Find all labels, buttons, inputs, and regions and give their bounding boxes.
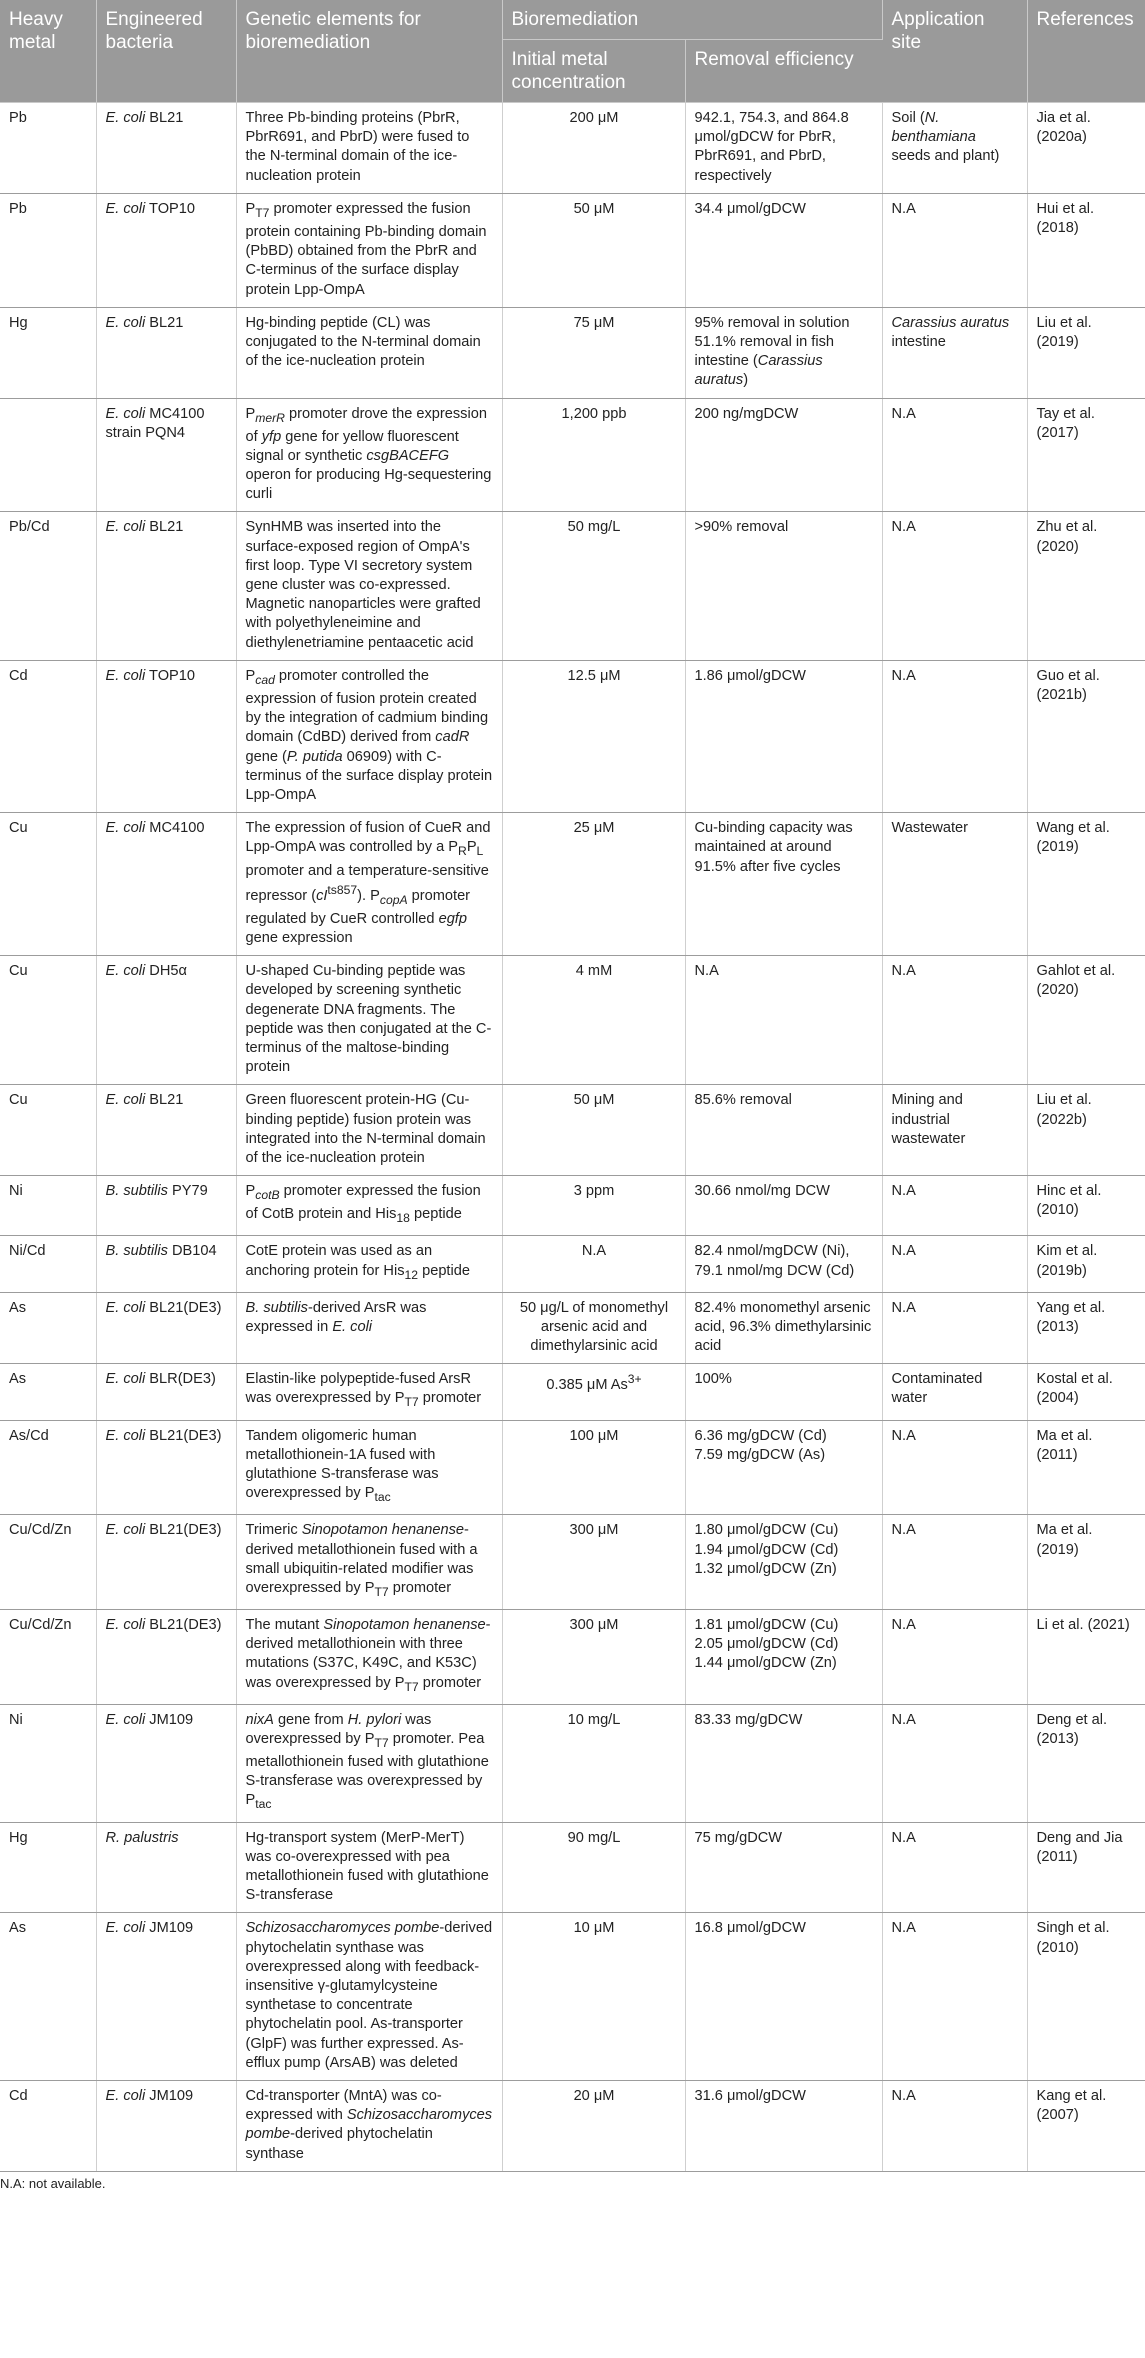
cell-initial-concentration: 3 ppm <box>502 1176 685 1236</box>
cell-removal-efficiency: 200 ng/mgDCW <box>685 398 882 512</box>
cell-removal-efficiency: 83.33 mg/gDCW <box>685 1704 882 1822</box>
header-engineered-bacteria: Engineered bacteria <box>96 0 236 103</box>
cell-reference: Ma et al. (2011) <box>1027 1420 1145 1515</box>
cell-initial-concentration: 10 mg/L <box>502 1704 685 1822</box>
cell-genetic-elements: Hg-binding peptide (CL) was conjugated to the N-terminal domain of the ice-nucleation protein <box>236 307 502 398</box>
cell-engineered-bacteria: E. coli MC4100 strain PQN4 <box>96 398 236 512</box>
table-row <box>0 813 1145 956</box>
cell-engineered-bacteria: E. coli BLR(DE3) <box>96 1364 236 1420</box>
header-references: References <box>1027 0 1145 103</box>
table-row <box>0 1913 1145 2081</box>
cell-engineered-bacteria: E. coli BL21(DE3) <box>96 1292 236 1364</box>
footnote: N.A: not available. <box>0 2175 106 2191</box>
cell-removal-efficiency: 942.1, 754.3, and 864.8 μmol/gDCW for PbrR, PbrR691, and PbrD, respectively <box>685 103 882 194</box>
table-row <box>0 1822 1145 1913</box>
cell-reference: Hinc et al. (2010) <box>1027 1176 1145 1236</box>
cell-genetic-elements: CotE protein was used as an anchoring protein for His$_{12}$ peptide <box>236 1236 502 1292</box>
cell-engineered-bacteria: E. coli DH5α <box>96 956 236 1085</box>
cell-initial-concentration: 200 μM <box>502 103 685 194</box>
cell-genetic-elements: Hg-transport system (MerP-MerT) was co-overexpressed with pea metallothionein fused with glutathione S-transferase <box>236 1822 502 1913</box>
table-row <box>0 1704 1145 1822</box>
cell-initial-concentration: 25 μM <box>502 813 685 956</box>
cell-initial-concentration: 90 mg/L <box>502 1822 685 1913</box>
cell-engineered-bacteria: E. coli JM109 <box>96 1913 236 2081</box>
cell-removal-efficiency: 100% <box>685 1364 882 1420</box>
cell-removal-efficiency: 1.86 μmol/gDCW <box>685 660 882 812</box>
table-row <box>0 512 1145 660</box>
table-row <box>0 660 1145 812</box>
cell-heavy-metal <box>0 398 96 512</box>
table-row <box>0 1292 1145 1364</box>
header-removal-efficiency: Removal efficiency <box>685 40 882 103</box>
cell-genetic-elements: The mutant Sinopotamon henanense-derived metallothionein with three mutations (S37C, K49C, and K53C) was overexpressed by $P_{T7}$ promoter <box>236 1610 502 1705</box>
cell-heavy-metal: Cu/Cd/Zn <box>0 1515 96 1610</box>
table-row <box>0 1085 1145 1176</box>
cell-removal-efficiency: 85.6% removal <box>685 1085 882 1176</box>
cell-engineered-bacteria: B. subtilis PY79 <box>96 1176 236 1236</box>
table-row <box>0 1515 1145 1610</box>
cell-removal-efficiency: 82.4 nmol/mgDCW (Ni), 79.1 nmol/mg DCW (Cd) <box>685 1236 882 1292</box>
cell-application-site: N.A <box>882 1236 1027 1292</box>
cell-application-site: N.A <box>882 660 1027 812</box>
cell-genetic-elements: $P_{merR}$ promoter drove the expression of yfp gene for yellow fluorescent signal or synthetic csgBACEFG operon for producing Hg-sequestering curli <box>236 398 502 512</box>
header-genetic-elements: Genetic elements for bioremediation <box>236 0 502 103</box>
table-row <box>0 1176 1145 1236</box>
cell-application-site: Contaminated water <box>882 1364 1027 1420</box>
cell-application-site: Mining and industrial wastewater <box>882 1085 1027 1176</box>
cell-genetic-elements: Trimeric Sinopotamon henanense-derived metallothionein fused with a small ubiquitin-related modifier was overexpressed by $P_{T7}$ promoter <box>236 1515 502 1610</box>
cell-reference: Yang et al. (2013) <box>1027 1292 1145 1364</box>
cell-removal-efficiency: 34.4 μmol/gDCW <box>685 193 882 307</box>
cell-removal-efficiency: 6.36 mg/gDCW (Cd) 7.59 mg/gDCW (As) <box>685 1420 882 1515</box>
cell-initial-concentration: 300 μM <box>502 1610 685 1705</box>
cell-genetic-elements: SynHMB was inserted into the surface-exposed region of OmpA's first loop. Type VI secretory system gene cluster was co-expressed. Magnetic nanoparticles were grafted with polyethyleneimine and diethylenetriamine pentaacetic acid <box>236 512 502 660</box>
cell-removal-efficiency: 75 mg/gDCW <box>685 1822 882 1913</box>
table-row <box>0 1364 1145 1420</box>
cell-genetic-elements: nixA gene from H. pylori was overexpressed by $P_{T7}$ promoter. Pea metallothionein fused with glutathione S-transferase was overexpressed by $P_{tac}$ <box>236 1704 502 1822</box>
cell-heavy-metal: Cd <box>0 2081 96 2172</box>
cell-removal-efficiency: 30.66 nmol/mg DCW <box>685 1176 882 1236</box>
cell-reference: Kostal et al. (2004) <box>1027 1364 1145 1420</box>
cell-heavy-metal: Ni <box>0 1704 96 1822</box>
cell-engineered-bacteria: E. coli BL21(DE3) <box>96 1610 236 1705</box>
header-bioremediation: Bioremediation <box>502 0 882 40</box>
cell-application-site: N.A <box>882 1515 1027 1610</box>
cell-removal-efficiency: 82.4% monomethyl arsenic acid, 96.3% dimethylarsinic acid <box>685 1292 882 1364</box>
cell-heavy-metal: Hg <box>0 307 96 398</box>
cell-application-site: N.A <box>882 1704 1027 1822</box>
cell-heavy-metal: As/Cd <box>0 1420 96 1515</box>
cell-engineered-bacteria: E. coli BL21 <box>96 103 236 194</box>
cell-removal-efficiency: 95% removal in solution 51.1% removal in fish intestine (Carassius auratus) <box>685 307 882 398</box>
cell-application-site: N.A <box>882 512 1027 660</box>
cell-application-site: Wastewater <box>882 813 1027 956</box>
cell-application-site: N.A <box>882 398 1027 512</box>
cell-removal-efficiency: 1.80 μmol/gDCW (Cu) 1.94 μmol/gDCW (Cd) 1.32 μmol/gDCW (Zn) <box>685 1515 882 1610</box>
cell-engineered-bacteria: E. coli BL21 <box>96 1085 236 1176</box>
cell-genetic-elements: B. subtilis-derived ArsR was expressed in E. coli <box>236 1292 502 1364</box>
cell-reference: Liu et al. (2019) <box>1027 307 1145 398</box>
cell-engineered-bacteria: E. coli BL21 <box>96 512 236 660</box>
cell-genetic-elements: Green fluorescent protein-HG (Cu-binding peptide) fusion protein was integrated into the N-terminal domain of the ice-nucleation protein <box>236 1085 502 1176</box>
cell-application-site: N.A <box>882 1610 1027 1705</box>
cell-engineered-bacteria: E. coli BL21 <box>96 307 236 398</box>
cell-genetic-elements: Elastin-like polypeptide-fused ArsR was overexpressed by $P_{T7}$ promoter <box>236 1364 502 1420</box>
cell-reference: Deng and Jia (2011) <box>1027 1822 1145 1913</box>
cell-heavy-metal: Ni/Cd <box>0 1236 96 1292</box>
cell-engineered-bacteria: E. coli BL21(DE3) <box>96 1420 236 1515</box>
table-header <box>0 0 1145 103</box>
cell-application-site: N.A <box>882 1292 1027 1364</box>
table-row <box>0 2081 1145 2172</box>
cell-engineered-bacteria: E. coli MC4100 <box>96 813 236 956</box>
cell-engineered-bacteria: B. subtilis DB104 <box>96 1236 236 1292</box>
cell-reference: Hui et al. (2018) <box>1027 193 1145 307</box>
cell-genetic-elements: Tandem oligomeric human metallothionein-1A fused with glutathione S-transferase was overexpressed by $P_{tac}$ <box>236 1420 502 1515</box>
cell-reference: Singh et al. (2010) <box>1027 1913 1145 2081</box>
cell-genetic-elements: Schizosaccharomyces pombe-derived phytochelatin synthase was overexpressed along with feedback-insensitive γ-glutamylcysteine synthetase to concentrate phytochelatin pool. As-transporter (GlpF) was further expressed. As-efflux pump (ArsAB) was deleted <box>236 1913 502 2081</box>
cell-reference: Kim et al. (2019b) <box>1027 1236 1145 1292</box>
table-row <box>0 103 1145 194</box>
cell-heavy-metal: Cu <box>0 1085 96 1176</box>
cell-initial-concentration: 50 μM <box>502 1085 685 1176</box>
cell-initial-concentration: 4 mM <box>502 956 685 1085</box>
cell-reference: Wang et al. (2019) <box>1027 813 1145 956</box>
cell-application-site: Soil (N. benthamiana seeds and plant) <box>882 103 1027 194</box>
cell-application-site: N.A <box>882 956 1027 1085</box>
cell-genetic-elements: The expression of fusion of CueR and Lpp-OmpA was controlled by a $P_RP_L$ promoter and a temperature-sensitive repressor $(cI^{ts857})$. $P_{copA}$ promoter regulated by CueR controlled egfp gene expression <box>236 813 502 956</box>
cell-reference: Kang et al. (2007) <box>1027 2081 1145 2172</box>
cell-engineered-bacteria: E. coli TOP10 <box>96 193 236 307</box>
cell-reference: Jia et al. (2020a) <box>1027 103 1145 194</box>
cell-reference: Tay et al. (2017) <box>1027 398 1145 512</box>
cell-application-site: N.A <box>882 1913 1027 2081</box>
table-row <box>0 398 1145 512</box>
cell-removal-efficiency: Cu-binding capacity was maintained at around 91.5% after five cycles <box>685 813 882 956</box>
cell-reference: Liu et al. (2022b) <box>1027 1085 1145 1176</box>
cell-initial-concentration: 50 μg/L of monomethyl arsenic acid and dimethylarsinic acid <box>502 1292 685 1364</box>
cell-heavy-metal: Pb <box>0 103 96 194</box>
cell-initial-concentration: 100 μM <box>502 1420 685 1515</box>
table-row <box>0 1610 1145 1705</box>
cell-removal-efficiency: N.A <box>685 956 882 1085</box>
cell-engineered-bacteria: E. coli JM109 <box>96 2081 236 2172</box>
table-body <box>0 103 1145 2172</box>
cell-heavy-metal: As <box>0 1364 96 1420</box>
cell-initial-concentration: 50 μM <box>502 193 685 307</box>
cell-removal-efficiency: >90% removal <box>685 512 882 660</box>
cell-application-site: N.A <box>882 193 1027 307</box>
table-row <box>0 956 1145 1085</box>
header-initial-concentration: Initial metal concentration <box>502 40 685 103</box>
table-row <box>0 1420 1145 1515</box>
table-row <box>0 193 1145 307</box>
cell-application-site: Carassius auratus intestine <box>882 307 1027 398</box>
cell-engineered-bacteria: E. coli JM109 <box>96 1704 236 1822</box>
cell-engineered-bacteria: E. coli TOP10 <box>96 660 236 812</box>
cell-initial-concentration: 0.385 μM $As^{3+}$ <box>502 1364 685 1420</box>
cell-initial-concentration: 20 μM <box>502 2081 685 2172</box>
cell-reference: Guo et al. (2021b) <box>1027 660 1145 812</box>
cell-heavy-metal: Hg <box>0 1822 96 1913</box>
cell-genetic-elements: Cd-transporter (MntA) was co-expressed with Schizosaccharomyces pombe-derived phytochelatin synthase <box>236 2081 502 2172</box>
cell-engineered-bacteria: R. palustris <box>96 1822 236 1913</box>
cell-genetic-elements: $P_{cad}$ promoter controlled the expression of fusion protein created by the integration of cadmium binding domain (CdBD) derived from cadR gene (P. putida 06909) with C-terminus of the surface display protein Lpp-OmpA <box>236 660 502 812</box>
cell-heavy-metal: Cu <box>0 956 96 1085</box>
cell-heavy-metal: Pb <box>0 193 96 307</box>
cell-genetic-elements: U-shaped Cu-binding peptide was developed by screening synthetic degenerate DNA fragments. The peptide was then conjugated at the C-terminus of the maltose-binding protein <box>236 956 502 1085</box>
cell-heavy-metal: Cd <box>0 660 96 812</box>
cell-initial-concentration: 12.5 μM <box>502 660 685 812</box>
cell-engineered-bacteria: E. coli BL21(DE3) <box>96 1515 236 1610</box>
cell-initial-concentration: N.A <box>502 1236 685 1292</box>
cell-heavy-metal: Cu <box>0 813 96 956</box>
cell-removal-efficiency: 31.6 μmol/gDCW <box>685 2081 882 2172</box>
cell-application-site: N.A <box>882 1420 1027 1515</box>
cell-reference: Gahlot et al. (2020) <box>1027 956 1145 1085</box>
table-row <box>0 1236 1145 1292</box>
cell-initial-concentration: 300 μM <box>502 1515 685 1610</box>
header-heavy-metal: Heavy metal <box>0 0 96 103</box>
cell-heavy-metal: Pb/Cd <box>0 512 96 660</box>
header-application-site: Application site <box>882 0 1027 103</box>
cell-application-site: N.A <box>882 1176 1027 1236</box>
cell-removal-efficiency: 1.81 μmol/gDCW (Cu) 2.05 μmol/gDCW (Cd) 1.44 μmol/gDCW (Zn) <box>685 1610 882 1705</box>
cell-genetic-elements: $P_{T7}$ promoter expressed the fusion protein containing Pb-binding domain (PbBD) obtained from the PbrR and C-terminus of the surface display protein Lpp-OmpA <box>236 193 502 307</box>
cell-initial-concentration: 50 mg/L <box>502 512 685 660</box>
cell-heavy-metal: As <box>0 1292 96 1364</box>
cell-heavy-metal: Ni <box>0 1176 96 1236</box>
cell-reference: Deng et al. (2013) <box>1027 1704 1145 1822</box>
cell-heavy-metal: Cu/Cd/Zn <box>0 1610 96 1705</box>
cell-genetic-elements: $P_{cotB}$ promoter expressed the fusion of CotB protein and His$_{18}$ peptide <box>236 1176 502 1236</box>
cell-application-site: N.A <box>882 2081 1027 2172</box>
cell-reference: Li et al. (2021) <box>1027 1610 1145 1705</box>
cell-initial-concentration: 1,200 ppb <box>502 398 685 512</box>
cell-initial-concentration: 75 μM <box>502 307 685 398</box>
cell-initial-concentration: 10 μM <box>502 1913 685 2081</box>
cell-genetic-elements: Three Pb-binding proteins (PbrR, PbrR691, and PbrD) were fused to the N-terminal domain of the ice-nucleation protein <box>236 103 502 194</box>
cell-heavy-metal: As <box>0 1913 96 2081</box>
cell-application-site: N.A <box>882 1822 1027 1913</box>
cell-reference: Ma et al. (2019) <box>1027 1515 1145 1610</box>
table-row <box>0 307 1145 398</box>
cell-removal-efficiency: 16.8 μmol/gDCW <box>685 1913 882 2081</box>
cell-reference: Zhu et al. (2020) <box>1027 512 1145 660</box>
